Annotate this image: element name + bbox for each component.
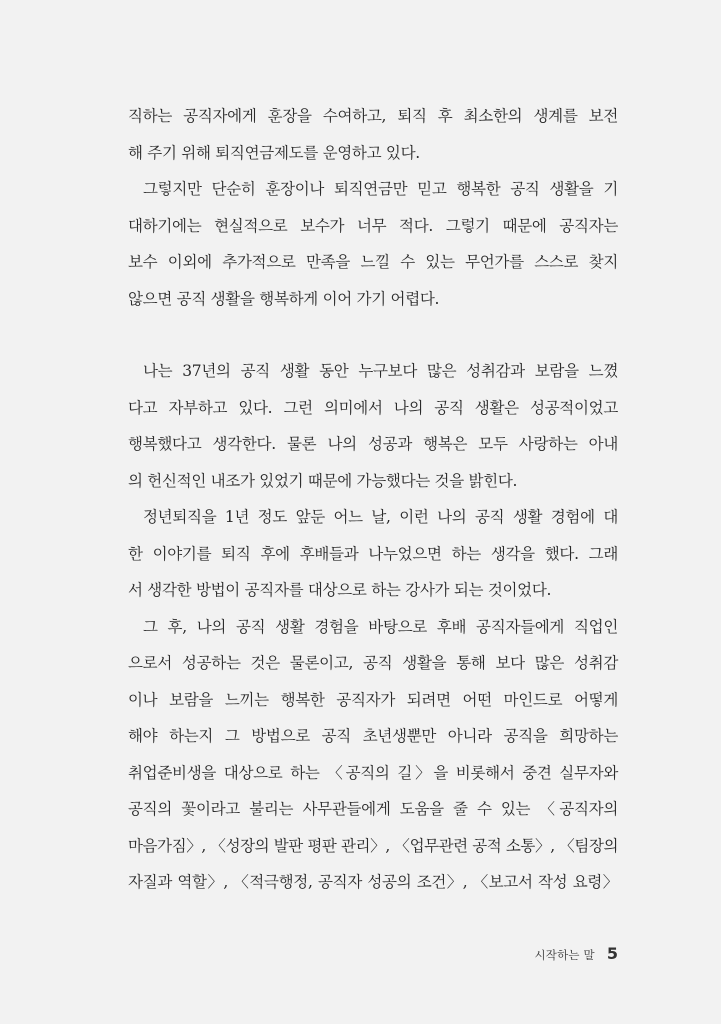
text-line: 보수 이외에 추가적으로 만족을 느낄 수 있는 무언가를 스스로 찾지: [128, 253, 618, 271]
page-number: 5: [606, 944, 618, 963]
text-line: 으로서 성공하는 것은 물론이고, 공직 생활을 통해 보다 많은 성취감: [128, 654, 618, 672]
text-block-2: [128, 353, 618, 901]
text-line: 이나 보람을 느끼는 행복한 공직자가 되려면 어떤 마인드로 어떻게: [128, 690, 618, 709]
text-line: 그 후, 나의 공직 생활 경험을 바탕으로 후배 공직자들에게 직업인: [143, 617, 618, 636]
text-line: 취업준비생을 대상으로 하는 〈공직의 길〉을 비롯해서 중견 실무자와: [128, 763, 618, 782]
text-line: 공직의 꽃이라고 불리는 사무관들에게 도움을 줄 수 있는 〈공직자의: [128, 800, 618, 818]
text-line: 나는 37년의 공직 생활 동안 누구보다 많은 성취감과 보람을 느꼈: [143, 362, 618, 380]
text-line: 대하기에는 현실적으로 보수가 너무 적다. 그렇기 때문에 공직자는: [128, 216, 618, 235]
section-title: 시작하는 말: [534, 948, 595, 962]
text-line: 의 헌신적인 내조가 있었기 때문에 가능했다는 것을 밝힌다.: [128, 471, 518, 490]
text-line: 자질과 역할〉, 〈적극행정, 공직자 성공의 조건〉, 〈보고서 작성 요령〉: [128, 873, 618, 891]
text-line: 서 생각한 방법이 공직자를 대상으로 하는 강사가 되는 것이었다.: [128, 581, 552, 599]
text-line: 해 주기 위해 퇴직연금제도를 운영하고 있다.: [128, 143, 420, 162]
text-line: 해야 하는지 그 방법으로 공직 초년생뿐만 아니라 공직을 희망하는: [128, 727, 618, 745]
page-footer: [534, 944, 618, 963]
text-line: 그렇지만 단순히 훈장이나 퇴직연금만 믿고 행복한 공직 생활을 기: [143, 180, 618, 198]
text-line: 마음가짐〉, 〈성장의 발판 평판 관리〉, 〈업무관련 공적 소통〉, 〈팀장의: [128, 836, 618, 855]
text-line: 않으면 공직 생활을 행복하게 이어 가기 어렵다.: [128, 289, 440, 308]
text-block-1: [128, 98, 618, 317]
text-line: 한 이야기를 퇴직 후에 후배들과 나누었으면 하는 생각을 했다. 그래: [128, 544, 618, 563]
text-line: 다고 자부하고 있다. 그런 의미에서 나의 공직 생활은 성공적이었고: [128, 398, 618, 417]
text-line: 직하는 공직자에게 훈장을 수여하고, 퇴직 후 최소한의 생계를 보전: [128, 107, 618, 125]
text-line: 행복했다고 생각한다. 물론 나의 성공과 행복은 모두 사랑하는 아내: [128, 435, 618, 453]
text-line: 정년퇴직을 1년 정도 앞둔 어느 날, 이런 나의 공직 생활 경험에 대: [143, 508, 618, 526]
